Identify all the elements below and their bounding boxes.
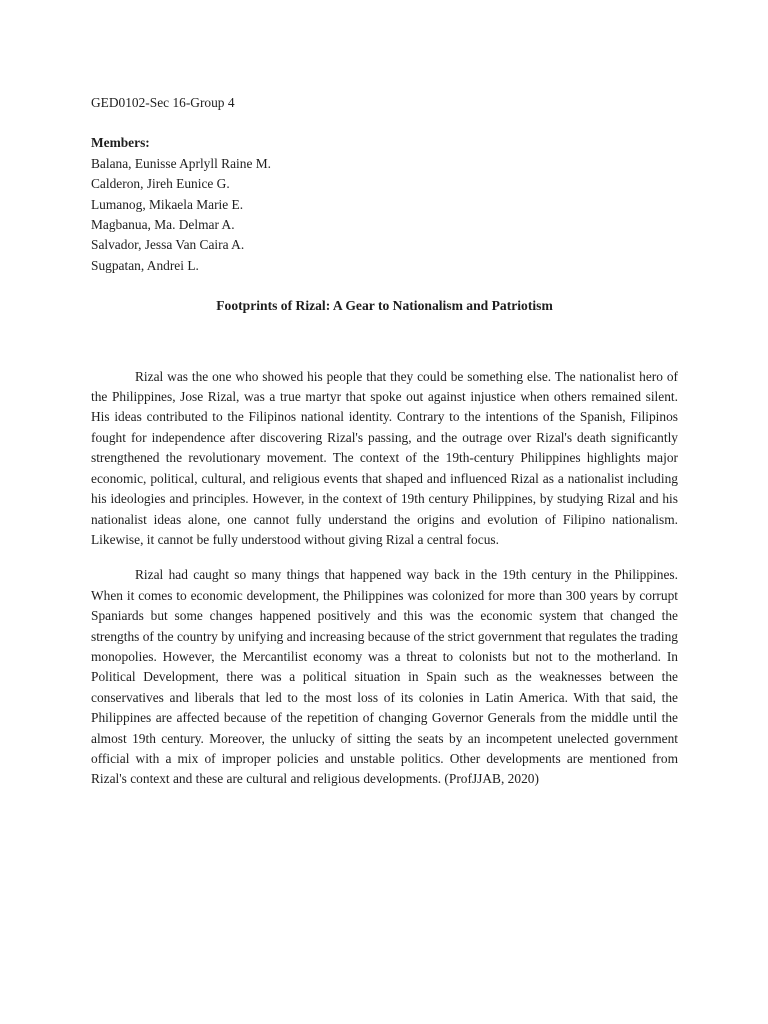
members-heading: Members:	[91, 135, 150, 151]
member-name: Balana, Eunisse Aprlyll Raine M.	[91, 155, 272, 171]
member-name: Lumanog, Mikaela Marie E.	[91, 196, 244, 212]
member-name: Magbanua, Ma. Delmar A.	[91, 217, 235, 233]
essay-title: Footprints of Rizal: A Gear to Nationalism and Patriotism	[216, 298, 553, 314]
essay-body	[91, 367, 678, 790]
body-paragraph: Rizal had caught so many things that happened way back in the 19th century in the Philippines. When it comes to economic development, the Philippines was colonized for more than 300 years by corrupt Spaniards but some changes happened positively and this was the economic system that changed the strengths of the country by unifying and increasing because of the strict government that regulates the trading monopolies. However, the Mercantilist economy was a threat to colonists but not to the motherland. In Political Development, there was a political situation in Spain such as the weaknesses between the conservatives and liberals that led to the most loss of its colonies in Latin America. With that said, the Philippines are affected because of the repetition of changing Governor Generals from the middle until the almost 19th century. Moreover, the unlucky of sitting the seats by an incompetent unelected government official with a mix of improper policies and unstable politics. Other developments are mentioned from Rizal's context and these are cultural and religious developments. (ProfJJAB, 2020)	[91, 567, 678, 787]
document-content	[91, 93, 678, 805]
member-name: Salvador, Jessa Van Caira A.	[91, 237, 245, 253]
member-name: Sugpatan, Andrei L.	[91, 257, 199, 273]
member-name: Calderon, Jireh Eunice G.	[91, 176, 230, 192]
body-paragraph: Rizal was the one who showed his people that they could be something else. The nationalist hero of the Philippines, Jose Rizal, was a true martyr that spoke out against injustice when others remained silent. His ideas contributed to the Filipinos national identity. Contrary to the intentions of the Spanish, Filipinos fought for independence after discovering Rizal's passing, and the outrage over Rizal's death significantly strengthened the revolutionary movement. The context of the 19th-century Philippines highlights major economic, political, cultural, and religious events that shaped and influenced Rizal as a nationalist including his ideologies and principles. However, in the context of 19th century Philippines, by studying Rizal and his nationalist ideas alone, one cannot fully understand the origins and evolution of Filipino nationalism. Likewise, it cannot be fully understood without giving Rizal a central focus.	[91, 368, 678, 547]
course-line: GED0102-Sec 16-Group 4	[91, 95, 235, 110]
members-list	[91, 154, 678, 276]
